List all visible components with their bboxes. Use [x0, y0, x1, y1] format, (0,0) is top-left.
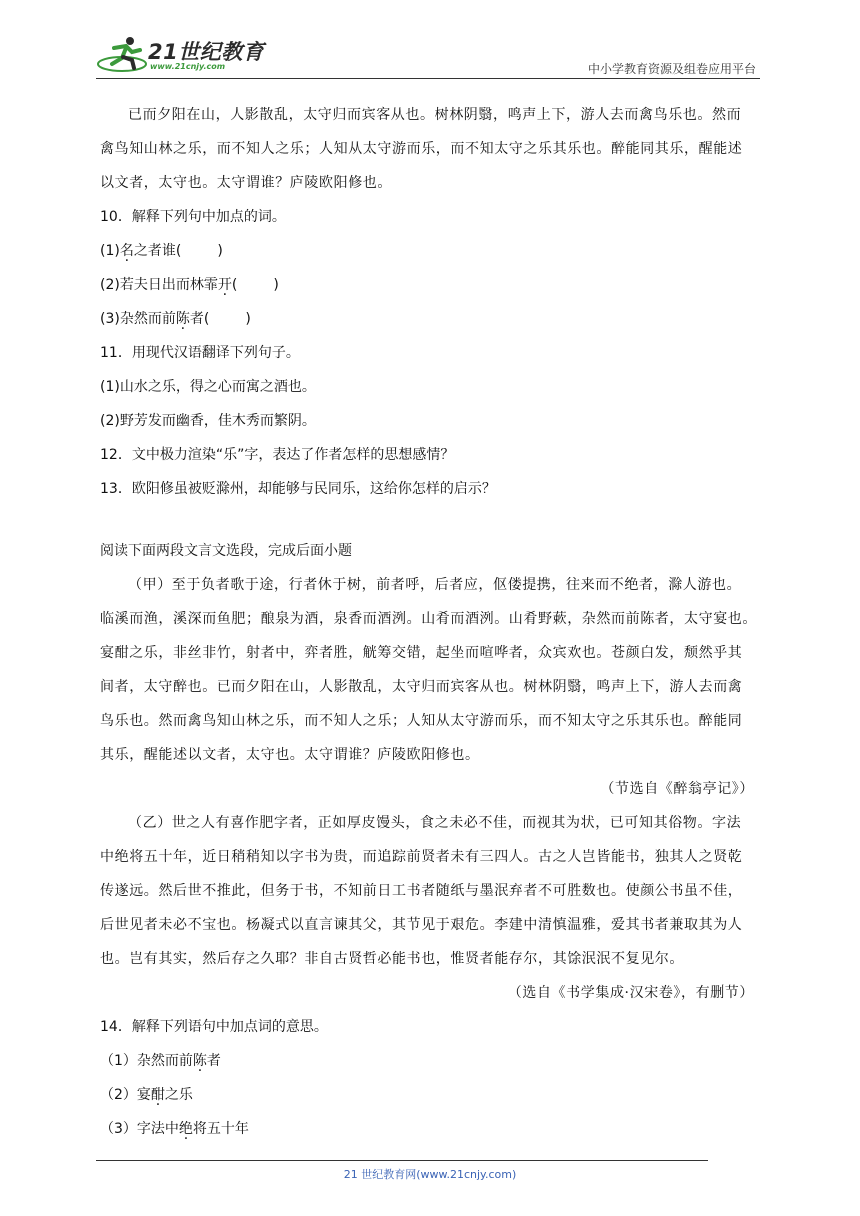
page-header: [96, 30, 760, 80]
question-11-item-2: (2)野芳发而幽香，佳木秀而繁阴。: [100, 413, 316, 429]
question-13: 13．欧阳修虽被贬滁州，却能够与民同乐，这给你怎样的启示？: [100, 481, 496, 497]
passage-line: 禽鸟知山林之乐，而不知人之乐；人知从太守游而乐，而不知太守之乐其乐也。醉能同其乐，醒能述: [100, 141, 743, 157]
dotted-word: 酣: [150, 1087, 165, 1103]
passage-yi-line: 也。岂有其实，然后存之久耶？非自古贤哲必能书也，惟贤者能存尔，其馀泯泯不复见尔。: [100, 951, 684, 967]
question-11-item-1: (1)山水之乐，得之心而寓之酒也。: [100, 379, 316, 395]
dotted-word: 开: [217, 277, 232, 293]
source-jia: （节选自《醉翁亭记》）: [600, 781, 754, 797]
page-content: [100, 98, 760, 1146]
passage-line: 已而夕阳在山，人影散乱，太守归而宾客从也。树林阴翳，鸣声上下，游人去而禽鸟乐也。然而: [128, 107, 742, 123]
question-10-title: 10．解释下列句中加点的词。: [100, 209, 286, 225]
footer-divider: [96, 1160, 708, 1161]
footer-text: 21 世纪教育网(www.21cnjy.com): [343, 1168, 517, 1181]
header-divider: [96, 78, 760, 79]
passage-yi-line: （乙）世之人有喜作肥字者，正如厚皮馒头，食之未必不佳，而视其为状，已可知其俗物。字法: [128, 815, 742, 831]
passage-line: 以文者，太守也。太守谓谁？庐陵欧阳修也。: [100, 175, 392, 191]
question-14-item-3: （3）字法中绝将五十年: [100, 1121, 249, 1137]
reading-intro: 阅读下面两段文言文选段，完成后面小题: [100, 543, 352, 559]
passage-yi-line: 后世见者未必不宝也。杨凝式以直言谏其父，其节见于艰危。李建中清慎温雅，爱其书者兼取其为人: [100, 917, 743, 933]
site-logo: [96, 34, 266, 76]
question-14-title: 14．解释下列语句中加点词的意思。: [100, 1019, 328, 1035]
dotted-word: 绝: [178, 1121, 193, 1137]
question-11-title: 11．用现代汉语翻译下列句子。: [100, 345, 300, 361]
question-14-item-1: （1）杂然而前陈者: [100, 1053, 221, 1069]
passage-jia-line: 宴酣之乐，非丝非竹，射者中，弈者胜，觥筹交错，起坐而喧哗者，众宾欢也。苍颜白发，颓然乎其: [100, 645, 743, 661]
passage-jia-line: 鸟乐也。然而禽鸟知山林之乐，而不知人之乐；人知从太守游而乐，而不知太守之乐其乐也。醉能同: [100, 713, 743, 729]
logo-text: 21世纪教育: [148, 40, 265, 64]
passage-jia-line: （甲）至于负者歌于途，行者休于树，前者呼，后者应，伛偻提携，往来而不绝者，滁人游也。: [128, 577, 742, 593]
dotted-word: 名: [119, 243, 134, 259]
passage-jia-line: 临溪而渔，溪深而鱼肥；酿泉为酒，泉香而酒洌。山肴而酒洌。山肴野蔌，杂然而前陈者，太守宴也。: [100, 611, 757, 627]
source-yi: （选自《书学集成·汉宋卷》，有删节）: [507, 985, 754, 1001]
logo-url: www.21cnjy.com: [150, 62, 226, 71]
platform-name: 中小学教育资源及组卷应用平台: [587, 62, 756, 76]
question-10-item-1: (1)名之者谁( ): [100, 243, 223, 259]
passage-jia-line: 其乐，醒能述以文者，太守也。太守谓谁？庐陵欧阳修也。: [100, 747, 480, 763]
passage-yi-line: 中绝将五十年，近日稍稍知以字书为贵，而追踪前贤者未有三四人。古之人岂皆能书，独其人之贤乾: [100, 849, 743, 865]
question-10-item-2: (2)若夫日出而林霏开( ): [100, 277, 279, 293]
question-12: 12．文中极力渲染“乐”字，表达了作者怎样的思想感情？: [100, 447, 455, 463]
passage-yi-line: 传遂远。然后世不推此，但务于书，不知前日工书者随纸与墨泯弃者不可胜数也。使颜公书虽不佳，: [100, 883, 743, 899]
question-10-item-3: (3)杂然而前陈者( ): [100, 311, 251, 327]
dotted-word: 陈: [175, 311, 190, 327]
dotted-word: 陈: [192, 1053, 207, 1069]
question-14-item-2: （2）宴酣之乐: [100, 1087, 193, 1103]
passage-jia-line: 间者，太守醉也。已而夕阳在山，人影散乱，太守归而宾客从也。树林阴翳，鸣声上下，游人去而禽: [100, 679, 743, 695]
